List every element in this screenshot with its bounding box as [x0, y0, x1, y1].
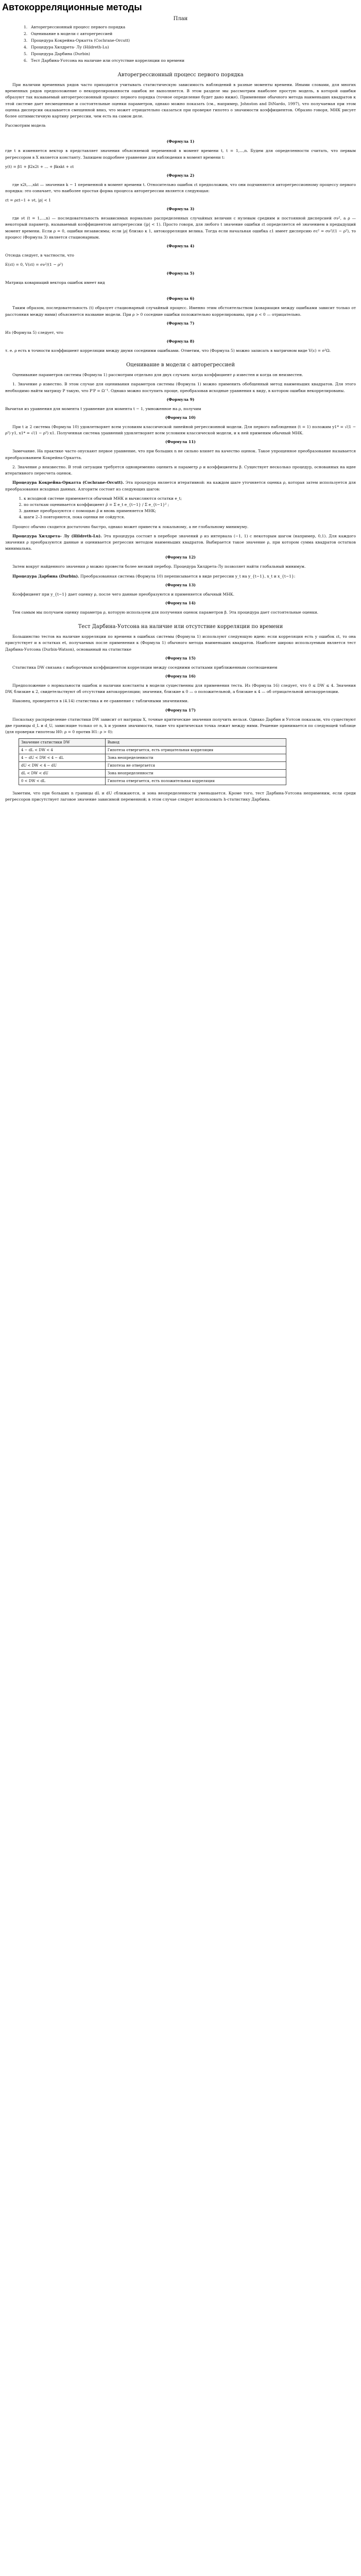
table-cell: 4 − dU < DW < 4 − dL [19, 754, 106, 762]
plan-item[interactable]: 6. Тест Дарбина-Уотсона на наличие или отсутствие корреляции по времени [24, 58, 185, 63]
formula-number: (Формула 12) [165, 555, 196, 560]
paragraph: Поскольку распределение статистики DW зависит от матрицы X, точные критические значения получить нельзя. Однако Дарбин и Уотсон показали, что существуют две границы d_L и d_U, зависящие только от n, k и уровня значимости, такие что критическая точка лежит между ними. Решение принимается по следующей таблице (для проверки гипотезы H0: ρ = 0 против H1: ρ > 0): [5, 717, 356, 734]
paragraph: 1. Значение ρ известно. В этом случае для оценивания параметров системы (Формула 1) можно применить обобщенный метод наименьших квадратов. Для этого необходимо найти матрицу P такую, что P'P = Ω⁻¹. Однако можно поступить проще, преобразовав исходные уравнения к виду, в котором ошибки некоррелированы. [5, 382, 356, 393]
paragraph: Наконец, проверяется в (4.14) статистика и ее сравнение с табличными значениями. [12, 699, 189, 704]
paragraph: Рассмотрим модель [5, 123, 46, 128]
table-cell: Зона неопределенности [105, 770, 286, 777]
plan-item-label: Процедура Дарбина (Durbin) [31, 52, 90, 56]
formula-number: (Формула 14) [165, 600, 196, 605]
paragraph: Предположение о нормальности ошибок и наличии константы в модели существенны для применения теста. Из (Формула 16) следует, что 0 ≤ DW ≤ 4. Значения DW, близкие к 2, свидетельствуют об отсутствии автокорреляции; значения, близкие к 0 — о положительной, а близкие к 4 — об отрицательной автокорреляции. [5, 683, 356, 694]
list-item: 3. данные преобразуются с помощью ρ̂ и вновь применяется МНК; [24, 508, 356, 514]
table-cell: Гипотеза не отвергается [105, 762, 286, 770]
paragraph: Отсюда следует, в частности, что [5, 253, 74, 258]
paragraph: Большинство тестов на наличие корреляции по времени в ошибках системы (Формула 1) используют следующую идею: если корреляция есть у ошибок εt, то она присутствует и в остатках et, получаемых после применения к (Формула 1) обычного метода наименьших квадратов. Наиболее широко используемым является тест Дарбина-Уотсона (Durbin-Watson), основанный на статистике [5, 634, 356, 652]
table-cell: dU < DW < 4 − dU [19, 762, 106, 770]
table-header-cell: Вывод [105, 739, 286, 747]
plan-item-label: Авторегрессионный процесс первого порядка [31, 25, 126, 29]
procedure-title: Процедура Хилдрета- Лу (Hildreth-Lu). [12, 533, 102, 538]
formula-number: (Формула 17) [165, 707, 196, 713]
dw-decision-table [19, 738, 286, 785]
table-row [19, 747, 286, 754]
paragraph: Затем вокруг найденного значения ρ можно провести более мелкий перебор. Процедура Хилдрета-Лу позволяет найти глобальный минимум. [12, 564, 306, 569]
paragraph: Коэффициент при y_{t−1} дает оценку ρ, после чего данные преобразуются и применяется обычный МНК. [12, 591, 234, 597]
table-cell: 4 − dL < DW < 4 [19, 747, 106, 754]
procedure-text: Преобразованная система (Формула 10) переписывается в виде регрессии y_t на y_{t−1}, x_t и x_{t−1}: [80, 573, 296, 579]
formula: E(εt) = 0, V(εt) = σν²/(1 − ρ²) [5, 262, 63, 267]
plan-item[interactable]: 3. Процедура Кокрейна-Оркатта (Cochrane-Orcutt) [24, 38, 130, 43]
formula: εt = ρεt−1 + νt, |ρ| < 1 [5, 198, 51, 203]
paragraph: Тем самым мы получаем оценку параметра ρ, которую используем для получения оценок параметров β. Эта процедура дает состоятельные оценки. [12, 609, 318, 615]
list-item: 2. по остаткам оценивается коэффициент ρ̂ = Σ e_t e_{t−1} / Σ e_{t−1}² ; [24, 502, 356, 508]
plan-item[interactable]: 4. Процедура Хилдрета- Лу (Hildreth-Lu) [24, 45, 109, 49]
plan-item[interactable]: 5. Процедура Дарбина (Durbin) [24, 52, 90, 56]
formula-number: (Формула 5) [166, 271, 195, 276]
paragraph: Процесс обычно сходится достаточно быстро, однако может привести к локальному, а не глобальному минимуму. [12, 524, 249, 529]
procedure-title: Процедура Дарбина (Durbin). [12, 573, 79, 579]
formula: y(t) = β1 + β2x2t + ... + βkxkt + εt [5, 164, 74, 169]
formula-number: (Формула 10) [165, 415, 196, 420]
site-title: Автокорреляционные методы [2, 2, 142, 12]
paragraph: При наличии временных рядов часто приходится учитывать статистическую зависимость наблюдений в разные моменты времени. Иными словами, для многих временных рядов предположение о некоррелированности ошибок не выполняется. В этом разделе мы рассмотрим наиболее простую модель, в которой ошибки образуют так называемый авторегрессионный процесс первого порядка (точное определение будет дано ниже). Применение обычного метода наименьших квадратов к этой системе дает несмещенные и состоятельные оценки параметров, однако можно показать (см., например, Johnston and DiNardo, 1997), что получаемая при этом оценка дисперсии оказывается смещенной вниз, что может отрицательно сказаться при проверке гипотез о значимости коэффициентов. Образно говоря, МНК рисует более оптимистичную картину регрессии, чем есть на самом деле. [5, 82, 356, 119]
formula-number: (Формула 16) [165, 673, 196, 679]
procedure-paragraph [5, 480, 356, 492]
list-item: 1. к исходной системе применяется обычный МНК и вычисляются остатки e_t; [24, 496, 356, 502]
table-header-row [19, 739, 286, 747]
formula-number: (Формула 13) [165, 582, 196, 587]
formula-number: (Формула 15) [165, 655, 196, 660]
formula-number: (Формула 2) [166, 173, 195, 178]
procedure-text: Эта процедура состоит в переборе значений ρ из интервала (−1, 1) с некоторым шагом (например, 0,1). Для каждого значения ρ преобразуются данные и оценивается регрессия методом наименьших квадратов. Выбирается такое значение ρ, при котором сумма квадратов остатков минимальна. [5, 533, 356, 551]
formula-number: (Формула 4) [166, 244, 195, 249]
paragraph: Таким образом, последовательность (t) образует стационарный случайный процесс. Именно этим обстоятельством (ковариация между ошибками зависит только от расстояния между ними) объясняется название модели. При ρ > 0 соседние ошибки положительно коррелированы, при ρ < 0 — отрицательно. [5, 306, 356, 317]
plan-item[interactable]: 2. Оценивание в модели с авторегрессией [24, 31, 113, 36]
procedure-paragraph [5, 533, 356, 552]
plan-item-label: Оценивание в модели с авторегрессией [31, 31, 113, 36]
formula-number: (Формула 3) [166, 207, 195, 212]
plan-title: План [173, 16, 188, 22]
content [0, 16, 361, 803]
formula-number: (Формула 1) [166, 139, 195, 144]
formula-number: (Формула 11) [165, 439, 196, 445]
paragraph: Статистика DW связана с выборочным коэффициентом корреляции между соседними остатками приближенным соотношением [12, 665, 278, 670]
table-row [19, 754, 286, 762]
section-title: Тест Дарбина-Уотсона на наличие или отсутствие корреляции по времени [78, 624, 283, 630]
formula-number: (Формула 8) [166, 339, 195, 344]
procedure-title: Процедура Кокрейна-Оркатта (Cochrane-Orcutt). [12, 480, 124, 485]
plan-item[interactable]: 1. Авторегрессионный процесс первого порядка [24, 25, 126, 29]
table-cell: Гипотеза отвергается, есть положительная корреляция [105, 777, 286, 785]
table-row [19, 770, 286, 777]
formula-number: (Формула 9) [166, 397, 195, 402]
plan-list [24, 24, 356, 64]
paragraph: т. е. ρ есть в точности коэффициент корреляции между двумя соседними ошибками. Отметим, что (Формула 5) можно записать в матричном виде V(ε) = σ²Ω. [5, 348, 331, 353]
section-title: Авторегрессионный процесс первого порядка [117, 72, 244, 78]
procedure-text: Эта процедура является итеративной: на каждом шаге уточняется оценка ρ, которая затем используется для преобразования исходных данных. Алгоритм состоит из следующих шагов: [5, 480, 356, 492]
plan-item-label: Тест Дарбина-Уотсона на наличие или отсутствие корреляции по времени [31, 58, 185, 63]
table-row [19, 762, 286, 770]
formula-number: (Формула 7) [166, 320, 195, 326]
table-header-cell: Значение статистики DW [19, 739, 106, 747]
plan-item-label: Процедура Кокрейна-Оркатта (Cochrane-Orcutt) [31, 38, 130, 43]
paragraph: При t ≥ 2 система (Формула 10) удовлетворяет всем условиям классической линейной регрессионной модели. Для первого наблюдения (t = 1) положим y1* = √(1 − ρ²) y1, x1* = √(1 − ρ²) x1. Полученная система уравнений удовлетворяет всем условиям классической модели, и к ней применим обычный МНК. [5, 425, 356, 436]
paragraph: Вычитая из уравнения для момента t уравнение для момента t − 1, умноженное на ρ, получим [5, 406, 201, 411]
section-title: Оценивание в модели с авторегрессией [126, 362, 235, 368]
paragraph: Оценивание параметров системы (Формула 1) рассмотрим отдельно для двух случаев: когда коэффициент ρ известен и когда он неизвестен. [12, 372, 303, 378]
table-cell: 0 < DW < dL [19, 777, 106, 785]
paragraph: Замечание. На практике часто опускают первое уравнение, что при больших n не сильно влияет на качество оценок. Такое упрощенное преобразование называется преобразованием Кокрейна-Оркатта. [5, 449, 356, 460]
table-cell: dL < DW < dU [19, 770, 106, 777]
paragraph: где x2t,...,xkt — значения k − 1 переменной в момент времени t. Относительно ошибок εt предположим, что они подчиняются авторегрессионному процессу первого порядка: это означает, что наиболее простая форма процесса авторегрессии является следующая: [5, 182, 356, 194]
paragraph: Матрица ковариаций вектора ошибок имеет вид [5, 280, 105, 285]
plan-item-label: Процедура Хилдрета- Лу (Hildreth-Lu) [31, 45, 109, 49]
procedure-paragraph [5, 573, 356, 580]
list-item: 4. шаги 2–3 повторяются, пока оценки не сойдутся. [24, 514, 356, 520]
table-row [19, 777, 286, 785]
table-cell: Зона неопределенности [105, 754, 286, 762]
paragraph: 2. Значение ρ неизвестно. В этой ситуации требуется одновременно оценить и параметр ρ и коэффициенты β. Существует несколько процедур, основанных на идее итеративного пересчета оценок. [5, 464, 356, 476]
table-cell: Гипотеза отвергается, есть отрицательная корреляция [105, 747, 286, 754]
paragraph: Из (Формула 5) следует, что [5, 330, 63, 335]
paragraph: Заметим, что при больших n границы dL и dU сближаются, и зона неопределенности уменьшается. Кроме того, тест Дарбина-Уотсона неприменим, если среди регрессоров присутствует лаговое значение зависимой переменной; в этом случае следует использовать h-статистику Дарбина. [5, 791, 356, 802]
formula-number: (Формула 6) [166, 296, 195, 301]
procedure-steps [24, 496, 356, 521]
paragraph: где νt (t = 1,...,n) — последовательность независимых нормально распределенных случайных величин с нулевым средним и постоянной дисперсией σν², а ρ — некоторый параметр, называемый коэффициентом авторегрессии (|ρ| < 1). Просто говоря, для любого t значение ошибки εt определяется её значением в предыдущий момент времени. Если ρ = 0, ошибки независимы; если |ρ| близко к 1, автокорреляция велика. Тогда если начальная ошибка ε1 имеет дисперсию σε² = σν²/(1 − ρ²), то процесс (Формула 3) является стационарным. [5, 216, 356, 240]
paragraph: где t в изменяется вектор в представляет значения объясняемой переменной в момент времени t, t = 1,...,n. Будем для определенности считать, что первым регрессором в X является константу. Запишем подробнее уравнение для наблюдения в момент времени t: [5, 148, 356, 160]
